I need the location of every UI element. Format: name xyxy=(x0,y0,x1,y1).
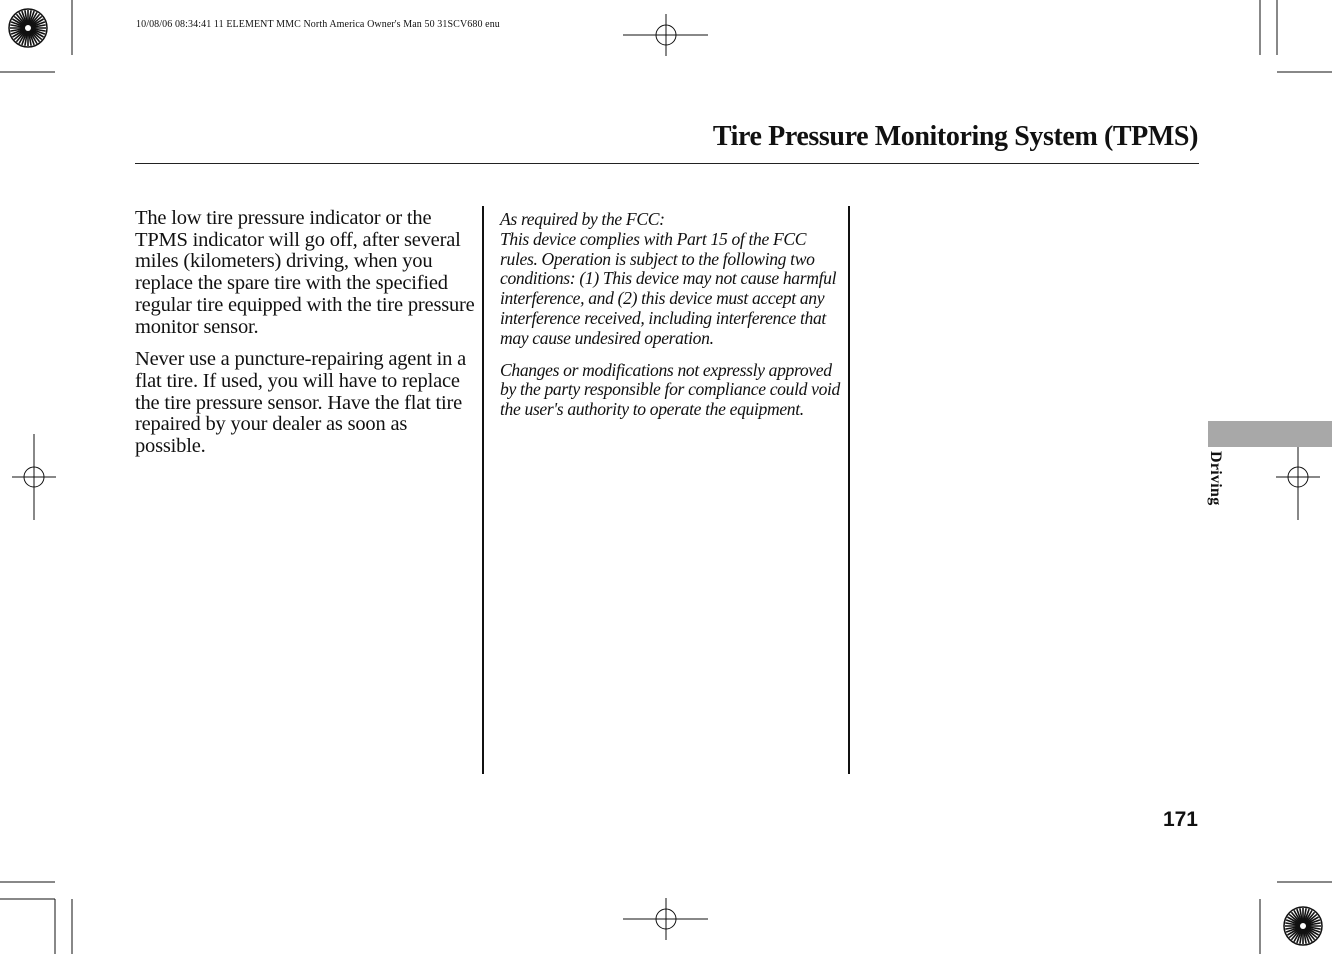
section-tab-label xyxy=(1206,451,1238,521)
main-text-column xyxy=(135,208,475,469)
section-tab xyxy=(1208,421,1332,447)
column-divider xyxy=(482,206,484,774)
fcc-paragraph: Changes or modifications not expressly approved by the party responsible for compliance could void the user's authority to operate the equipment. xyxy=(500,359,841,420)
page-number: 171 xyxy=(1162,808,1198,831)
body-paragraph: Never use a puncture-repairing agent in a flat tire. If used, you will have to replace the tire pressure sensor. Have the flat tire repaired by your dealer as soon as possible. xyxy=(135,348,467,458)
body-paragraph: The low tire pressure indicator or the TPMS indicator will go off, after several miles (kilometers) driving, when you replace the spare tire with the specified regular tire equipped with the tire pressure monitor sensor. xyxy=(135,207,475,338)
starburst-target-icon xyxy=(1284,907,1322,945)
registration-crosshair xyxy=(12,434,56,520)
registration-crosshair xyxy=(623,898,708,940)
print-job-header: 10/08/06 08:34:41 11 ELEMENT MMC North America Owner's Man 50 31SCV680 enu xyxy=(136,19,500,30)
fcc-heading: As required by the FCC: xyxy=(500,209,665,229)
starburst-target-icon xyxy=(9,9,47,47)
registration-crosshair xyxy=(623,14,708,56)
fcc-paragraph: This device complies with Part 15 of the FCC rules. Operation is subject to the following two conditions: (1) This device may not cause harmful interference, and (2) this device must accept any interference received, including interference that may cause undesired operation. xyxy=(500,228,837,348)
fcc-notice-column xyxy=(500,210,840,432)
title-divider xyxy=(135,163,1199,164)
page-title: Tire Pressure Monitoring System (TPMS) xyxy=(712,121,1198,152)
column-divider xyxy=(848,206,850,774)
section-tab-text: Driving xyxy=(1207,451,1224,506)
